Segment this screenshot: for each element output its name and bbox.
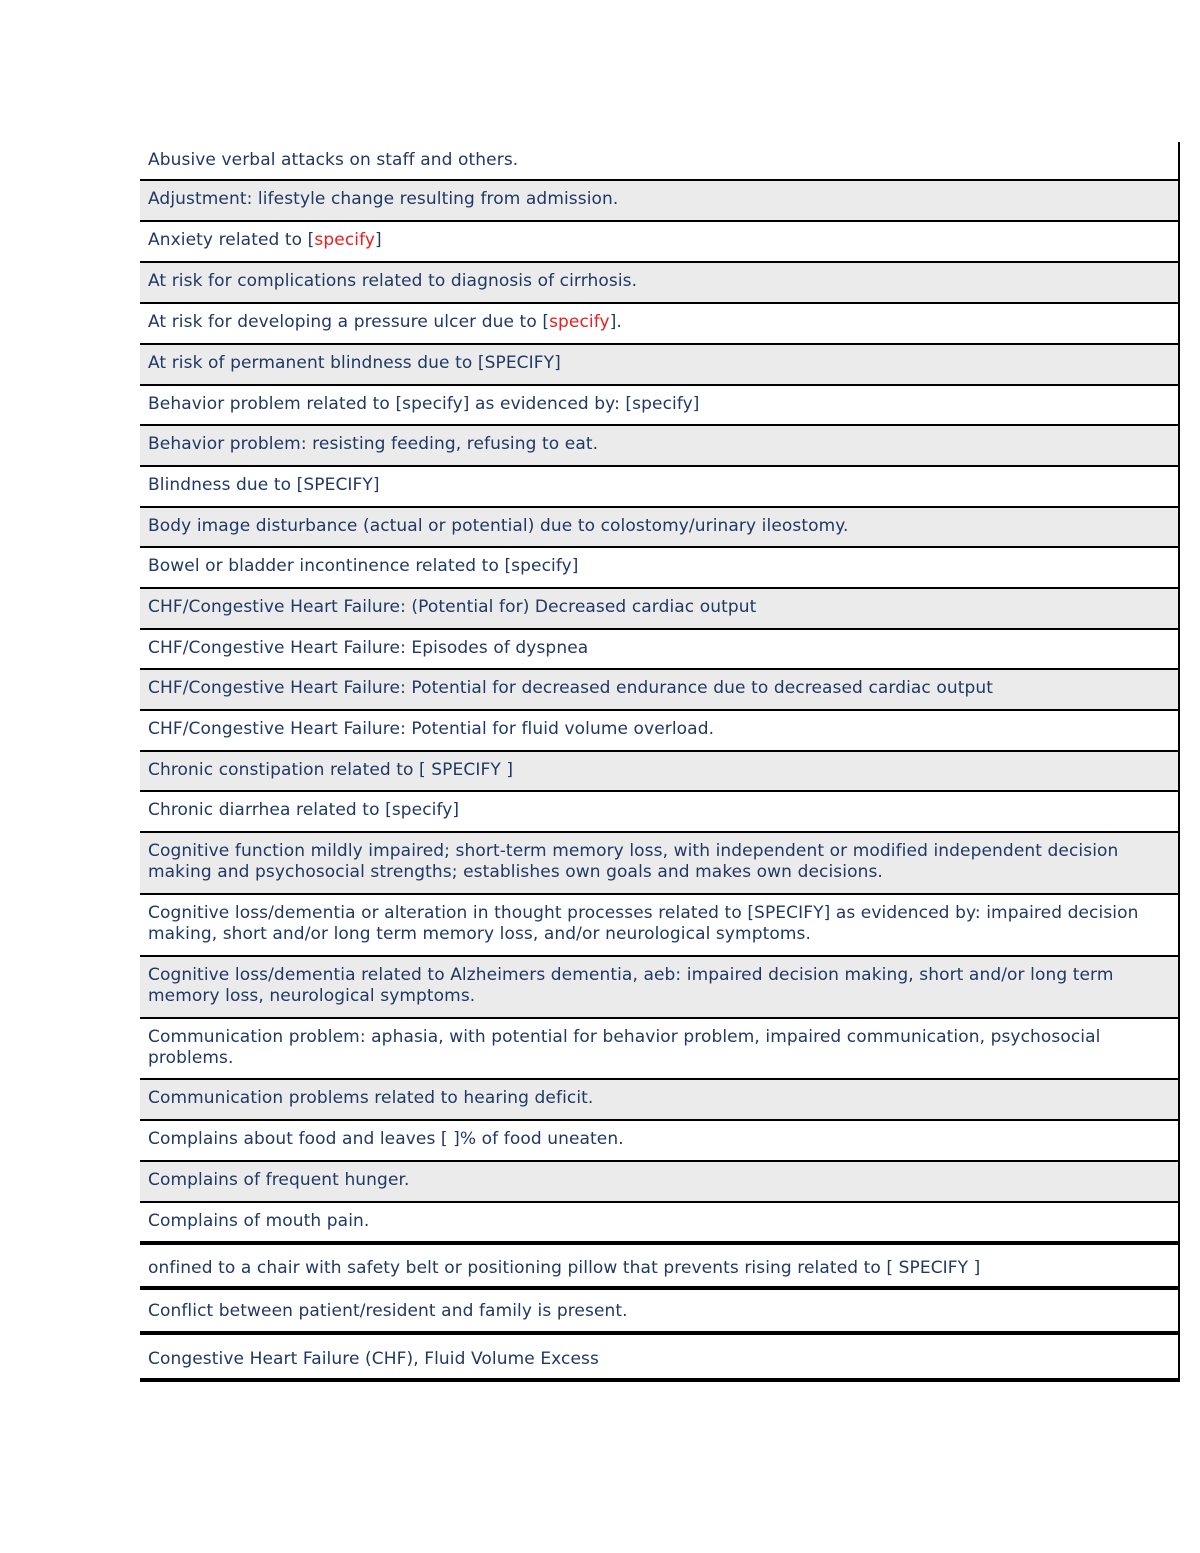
table-row: [140, 426, 1178, 467]
row-text: CHF/Congestive Heart Failure: Potential for fluid volume overload.: [148, 719, 715, 739]
table-row: [140, 711, 1178, 752]
row-text: Cognitive loss/dementia related to Alzheimers dementia, aeb: impaired decision making, short and/or long term memory loss, neurological symptoms.: [148, 965, 1114, 1006]
row-text: At risk for developing a pressure ulcer due to [: [148, 312, 550, 332]
row-text: At risk of permanent blindness due to [SPECIFY]: [148, 353, 561, 373]
row-text: onfined to a chair with safety belt or positioning pillow that prevents rising related to [ SPECIFY ]: [148, 1258, 981, 1278]
row-text: Abusive verbal attacks on staff and others.: [148, 150, 519, 170]
table-row: [140, 467, 1178, 508]
table-row: [140, 1162, 1178, 1203]
row-text: Behavior problem related to [specify] as evidenced by: [specify]: [148, 394, 700, 414]
row-text: Chronic constipation related to [ SPECIFY ]: [148, 760, 514, 780]
specify-placeholder: specify: [314, 230, 376, 250]
row-text: Body image disturbance (actual or potential) due to colostomy/urinary ileostomy.: [148, 516, 849, 536]
table-row: [140, 304, 1178, 345]
table-row: [140, 1121, 1178, 1162]
row-text: Cognitive loss/dementia or alteration in thought processes related to [SPECIFY] as evidenced by: impaired decision making, short and/or long term memory loss, and/or neurological symptoms.: [148, 903, 1139, 944]
specify-placeholder: specify: [549, 312, 610, 332]
row-text: At risk for complications related to diagnosis of cirrhosis.: [148, 271, 638, 291]
table-row: [140, 792, 1178, 833]
table-row: [140, 833, 1178, 895]
table-row: [140, 1203, 1178, 1245]
table-row: [140, 1080, 1178, 1121]
table-row: [140, 670, 1178, 711]
table-row: [140, 222, 1178, 263]
row-text: Communication problem: aphasia, with potential for behavior problem, impaired communication, psychosocial problems.: [148, 1027, 1101, 1068]
table-row: [140, 895, 1178, 957]
row-text: Adjustment: lifestyle change resulting from admission.: [148, 189, 619, 209]
row-text: Congestive Heart Failure (CHF), Fluid Volume Excess: [148, 1349, 599, 1369]
table-row: [140, 1290, 1178, 1335]
table-row: [140, 1019, 1178, 1080]
row-text: CHF/Congestive Heart Failure: Potential for decreased endurance due to decreased cardiac output: [148, 678, 994, 698]
row-text: Cognitive function mildly impaired; short-term memory loss, with independent or modified independent decision making and psychosocial strengths; establishes own goals and makes own decisions.: [148, 841, 1119, 882]
row-text: Complains of frequent hunger.: [148, 1170, 410, 1190]
table-row: [140, 630, 1178, 670]
table-row: [140, 263, 1178, 304]
row-text: Chronic diarrhea related to [specify]: [148, 800, 460, 820]
row-text: Conflict between patient/resident and family is present.: [148, 1301, 628, 1321]
row-text: Complains of mouth pain.: [148, 1211, 370, 1231]
row-text: Anxiety related to [: [148, 230, 315, 250]
table-row: [140, 142, 1178, 181]
table-row: [140, 1335, 1178, 1382]
row-text: CHF/Congestive Heart Failure: (Potential for) Decreased cardiac output: [148, 597, 757, 617]
table-row: [140, 1245, 1178, 1290]
table-row: [140, 548, 1178, 589]
table-row: [140, 589, 1178, 630]
table-row: [140, 181, 1178, 222]
row-text: CHF/Congestive Heart Failure: Episodes of dyspnea: [148, 638, 589, 658]
table-row: [140, 508, 1178, 548]
row-text: Bowel or bladder incontinence related to [specify]: [148, 556, 579, 576]
table-row: [140, 957, 1178, 1019]
diagnosis-table: [140, 142, 1180, 1382]
row-text: Communication problems related to hearing deficit.: [148, 1088, 594, 1108]
row-text: ]: [375, 230, 382, 250]
table-row: [140, 386, 1178, 426]
row-text: Behavior problem: resisting feeding, refusing to eat.: [148, 434, 599, 454]
row-text: Blindness due to [SPECIFY]: [148, 475, 380, 495]
table-row: [140, 752, 1178, 792]
row-text: ].: [609, 312, 622, 332]
table-row: [140, 345, 1178, 386]
row-text: Complains about food and leaves [ ]% of food uneaten.: [148, 1129, 624, 1149]
